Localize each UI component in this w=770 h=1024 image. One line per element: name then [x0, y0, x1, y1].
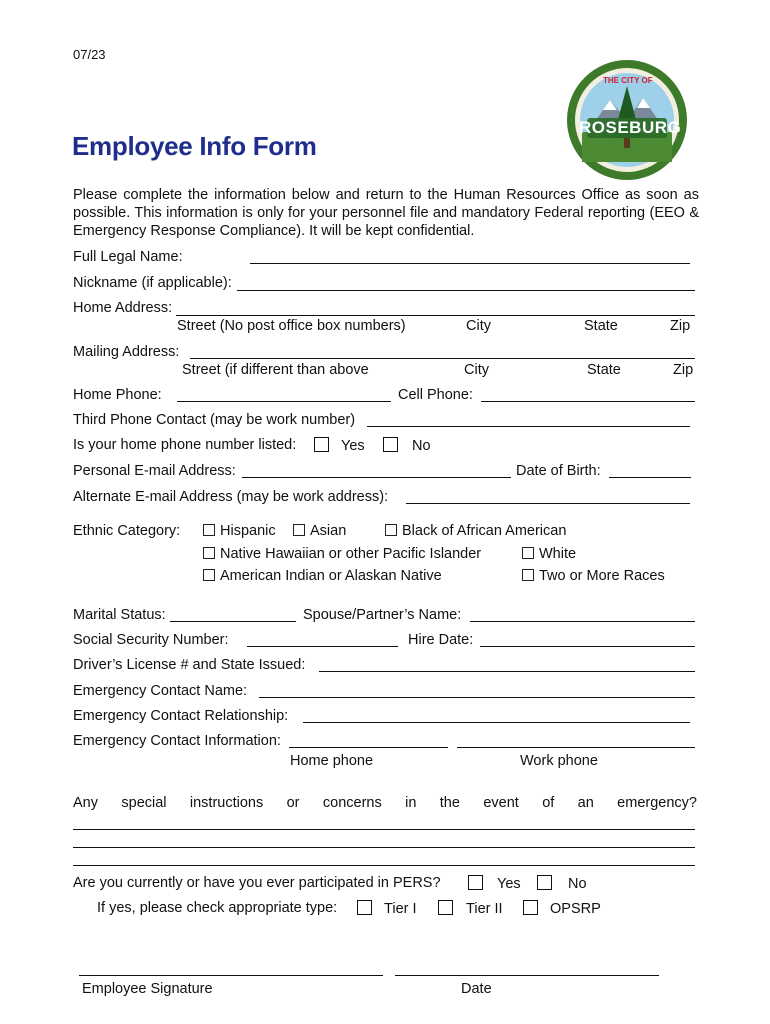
pers-no-option[interactable] — [537, 875, 587, 892]
mailing-city-caption: City — [464, 362, 489, 378]
emergency-instructions-question — [73, 795, 697, 811]
question-word: emergency? — [617, 795, 697, 811]
question-word: an — [577, 795, 594, 811]
listed-yes-label: Yes — [341, 438, 365, 454]
ec-home-phone-field[interactable] — [289, 747, 448, 748]
instructions-line-3[interactable] — [73, 865, 695, 866]
logo-text-main: ROSEBURG — [579, 118, 682, 137]
pers-tier1-checkbox[interactable] — [357, 900, 372, 915]
alt-email-label: Alternate E-mail Address (may be work address): — [73, 489, 389, 505]
signature-date-field[interactable] — [395, 975, 659, 976]
ssn-field[interactable] — [247, 646, 398, 647]
spouse-label: Spouse/Partner’s Name: — [303, 607, 462, 623]
mailing-zip-caption: Zip — [673, 362, 694, 378]
pers-type-question-label: If yes, please check appropriate type: — [97, 900, 338, 916]
ethnic-checkbox[interactable] — [203, 547, 215, 559]
ethnic-category-label: Ethnic Category: — [73, 523, 181, 539]
page-title: Employee Info Form — [72, 131, 317, 161]
listed-yes-option[interactable] — [314, 437, 365, 454]
ethnic-option-hispanic[interactable] — [203, 523, 276, 539]
pers-question-label: Are you currently or have you ever participated in PERS? — [73, 875, 441, 891]
hire-date-label: Hire Date: — [408, 632, 474, 648]
home-phone-field[interactable] — [177, 401, 391, 402]
hire-date-field[interactable] — [480, 646, 695, 647]
home-zip-caption: Zip — [670, 318, 691, 334]
ec-relationship-field[interactable] — [303, 722, 690, 723]
ethnic-checkbox[interactable] — [203, 524, 215, 536]
ethnic-checkbox[interactable] — [203, 569, 215, 581]
marital-status-field[interactable] — [170, 621, 296, 622]
marital-status-label: Marital Status: — [73, 607, 166, 623]
ethnic-option-label: American Indian or Alaskan Native — [220, 568, 442, 584]
ethnic-option-native-hawaiian[interactable] — [203, 546, 481, 562]
employee-signature-field[interactable] — [79, 975, 383, 976]
home-state-caption: State — [584, 318, 618, 334]
listed-yes-checkbox[interactable] — [314, 437, 329, 452]
logo-text-top: THE CITY OF — [603, 76, 653, 85]
cell-phone-field[interactable] — [481, 401, 695, 402]
question-word: of — [542, 795, 555, 811]
listed-no-option[interactable] — [383, 437, 431, 454]
question-word: Any — [73, 795, 98, 811]
listed-no-checkbox[interactable] — [383, 437, 398, 452]
ec-work-phone-field[interactable] — [457, 747, 695, 748]
pers-yes-option[interactable] — [468, 875, 521, 892]
pers-tier1-label: Tier I — [384, 901, 417, 917]
question-word: instructions — [189, 795, 264, 811]
personal-email-field[interactable] — [242, 477, 511, 478]
ec-name-label: Emergency Contact Name: — [73, 683, 248, 699]
nickname-field[interactable] — [237, 290, 695, 291]
ethnic-checkbox[interactable] — [522, 569, 534, 581]
pers-yes-label: Yes — [497, 876, 521, 892]
home-phone-label: Home Phone: — [73, 387, 162, 403]
pers-tier2-label: Tier II — [466, 901, 503, 917]
ethnic-option-label: Hispanic — [220, 523, 276, 539]
ethnic-option-white[interactable] — [522, 546, 576, 562]
ethnic-option-american-indian[interactable] — [203, 568, 442, 584]
home-city-caption: City — [466, 318, 491, 334]
pers-opsrp-label: OPSRP — [550, 901, 601, 917]
date-code: 07/23 — [73, 47, 106, 62]
question-word: or — [286, 795, 300, 811]
ec-work-phone-caption: Work phone — [520, 753, 598, 769]
full-legal-name-field[interactable] — [250, 263, 690, 264]
ethnic-checkbox[interactable] — [522, 547, 534, 559]
mailing-address-label: Mailing Address: — [73, 344, 180, 360]
question-word: the — [439, 795, 460, 811]
ethnic-option-label: Native Hawaiian or other Pacific Islander — [220, 546, 482, 562]
ec-name-field[interactable] — [259, 697, 695, 698]
nickname-label: Nickname (if applicable): — [73, 275, 232, 291]
ethnic-option-label: Black of African American — [402, 523, 567, 539]
question-word: special — [121, 795, 167, 811]
mailing-street-caption: Street (if different than above — [182, 362, 369, 378]
drivers-license-label: Driver’s License # and State Issued: — [73, 657, 306, 673]
drivers-license-field[interactable] — [319, 671, 695, 672]
personal-email-label: Personal E-mail Address: — [73, 463, 236, 479]
ethnic-checkbox[interactable] — [385, 524, 397, 536]
cell-phone-label: Cell Phone: — [398, 387, 473, 403]
ethnic-option-asian[interactable] — [293, 523, 346, 539]
pers-tier2-checkbox[interactable] — [438, 900, 453, 915]
ethnic-option-label: Asian — [310, 523, 347, 539]
instructions-line-1[interactable] — [73, 829, 695, 830]
listed-no-label: No — [412, 438, 431, 454]
ec-info-label: Emergency Contact Information: — [73, 733, 281, 749]
home-street-caption: Street (No post office box numbers) — [177, 318, 406, 334]
home-address-field[interactable] — [176, 315, 695, 316]
instructions-line-2[interactable] — [73, 847, 695, 848]
third-phone-label: Third Phone Contact (may be work number) — [73, 412, 356, 428]
ethnic-option-label: Two or More Races — [539, 568, 665, 584]
home-address-label: Home Address: — [73, 300, 173, 316]
pers-tier2-option[interactable] — [438, 900, 503, 917]
alt-email-field[interactable] — [406, 503, 690, 504]
listed-question-label: Is your home phone number listed: — [73, 437, 297, 453]
pers-no-label: No — [568, 876, 587, 892]
signature-date-caption: Date — [461, 981, 492, 997]
city-seal-logo — [565, 58, 689, 182]
dob-field[interactable] — [609, 477, 691, 478]
pers-tier1-option[interactable] — [357, 900, 417, 917]
question-word: concerns — [322, 795, 382, 811]
mailing-address-field[interactable] — [190, 358, 695, 359]
dob-label: Date of Birth: — [516, 463, 601, 479]
ec-home-phone-caption: Home phone — [290, 753, 374, 769]
question-word: in — [405, 795, 417, 811]
pers-opsrp-checkbox[interactable] — [523, 900, 538, 915]
pers-opsrp-option[interactable] — [523, 900, 601, 917]
ethnic-checkbox[interactable] — [293, 524, 305, 536]
full-legal-name-label: Full Legal Name: — [73, 249, 183, 265]
mailing-state-caption: State — [587, 362, 621, 378]
intro-paragraph: Please complete the information below and return to the Human Resources Office as soon as possible. This information is only for your personnel file and mandatory Federal reporting (EEO & Emergency Response Compliance). It will be kept confidential. — [73, 187, 699, 239]
ethnic-option-two-or-more[interactable] — [522, 568, 665, 584]
ethnic-option-black[interactable] — [385, 523, 566, 539]
pers-no-checkbox[interactable] — [537, 875, 552, 890]
question-word: event — [483, 795, 519, 811]
third-phone-field[interactable] — [367, 426, 690, 427]
ssn-label: Social Security Number: — [73, 632, 229, 648]
ec-relationship-label: Emergency Contact Relationship: — [73, 708, 289, 724]
ethnic-option-label: White — [539, 546, 577, 562]
employee-signature-caption: Employee Signature — [82, 981, 213, 997]
spouse-field[interactable] — [470, 621, 695, 622]
pers-yes-checkbox[interactable] — [468, 875, 483, 890]
